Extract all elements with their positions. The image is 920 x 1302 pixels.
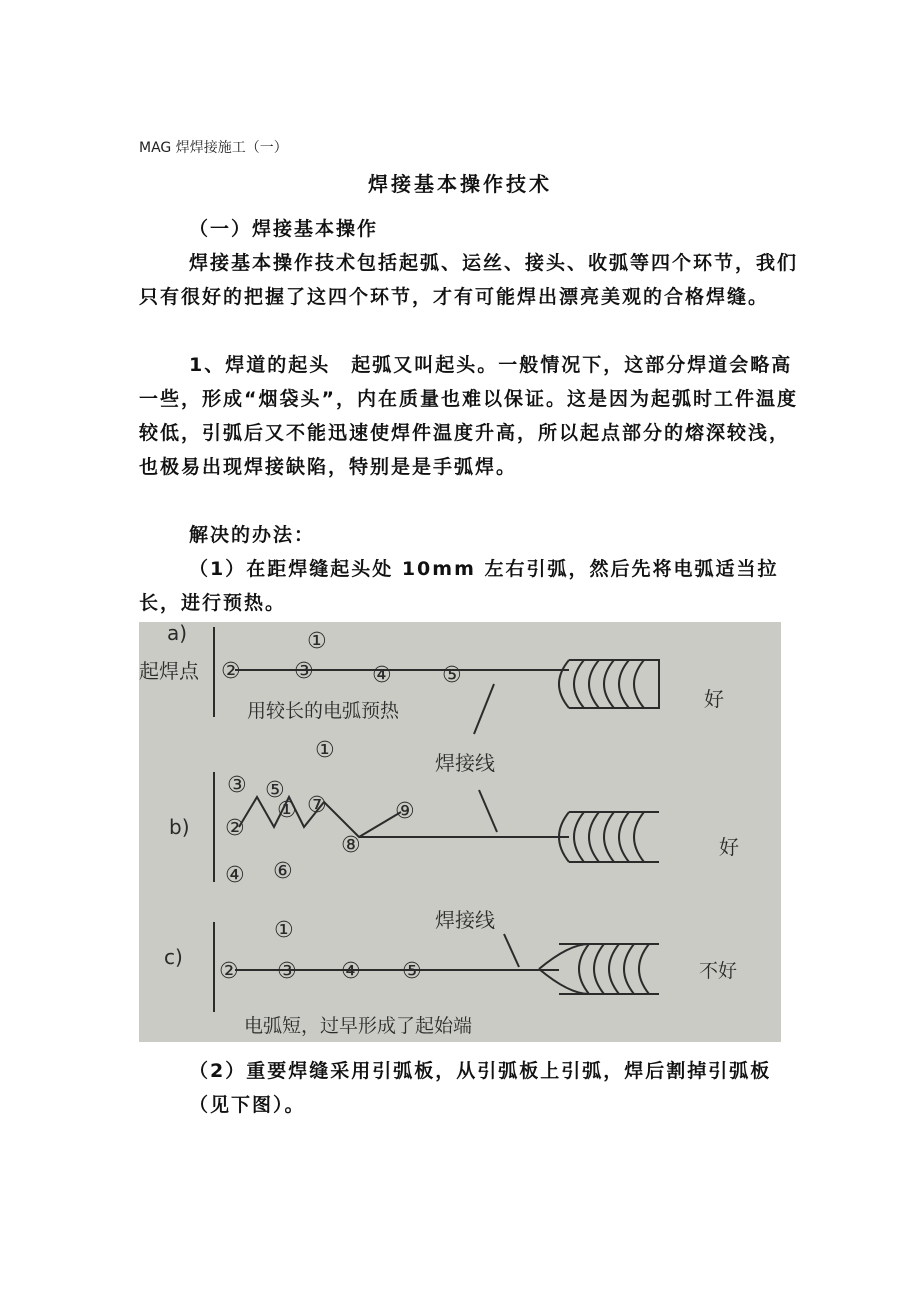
result-bad: 不好: [699, 960, 738, 982]
paragraph-start: 1、焊道的起头 起弧又叫起头。一般情况下，这部分焊道会略高一些，形成“烟袋头”，内在质量也难以保证。这是因为起弧时工件温度较低，引弧后又不能迅速使焊件温度升高，所以起点部分的熔深较浅，也极易出现焊接缺陷，特别是是手弧焊。: [139, 354, 798, 478]
a-num-3: ③: [294, 659, 314, 684]
b-num-7: ⑦: [307, 793, 327, 818]
start-point-label: 起焊点: [139, 659, 199, 683]
welding-start-figure: [139, 622, 781, 1042]
result-good-2: 好: [719, 835, 739, 859]
b-num-9: ⑨: [395, 799, 415, 824]
a-num-2: ②: [221, 659, 241, 684]
fig-label-b: b): [169, 815, 190, 839]
caption-a: 用较长的电弧预热: [247, 700, 400, 722]
b-num-2: ②: [225, 816, 245, 841]
section-heading: （一）焊接基本操作: [189, 218, 379, 240]
a-num-5: ⑤: [442, 663, 462, 688]
c-num-2: ②: [219, 959, 239, 984]
paragraph-method-2: （2）重要焊缝采用引弧板，从引弧板上引弧，焊后割掉引弧板（见下图）。: [189, 1060, 772, 1116]
fig-label-a: a): [167, 622, 188, 645]
result-good-1: 好: [704, 687, 724, 711]
a-num-1: ①: [307, 629, 327, 654]
paragraph-intro: 焊接基本操作技术包括起弧、运丝、接头、收弧等四个环节，我们只有很好的把握了这四个环节，才有可能焊出漂亮美观的合格焊缝。: [139, 252, 799, 308]
document-header: MAG 焊焊接施工（一）: [139, 140, 288, 156]
paragraph-method-1: （1）在距焊缝起头处 10mm 左右引弧，然后先将电弧适当拉长，进行预热。: [139, 558, 779, 614]
page-title: 焊接基本操作技术: [368, 172, 552, 196]
caption-c: 电弧短，过早形成了起始端: [244, 1015, 473, 1037]
c-num-1: ①: [274, 918, 294, 943]
c-num-5: ⑤: [402, 959, 422, 984]
b-num-3: ③: [227, 773, 247, 798]
weld-line-label-1: 焊接线: [435, 751, 495, 775]
b-num-4: ④: [225, 863, 245, 888]
c-num-3: ③: [277, 959, 297, 984]
b-num-5: ⑤: [265, 778, 285, 803]
b-num-6: ⑥: [273, 859, 293, 884]
paragraph-solution-label: 解决的办法：: [189, 524, 316, 546]
b-num-1: ①: [277, 798, 297, 823]
b-num-8: ⑧: [341, 833, 361, 858]
b-num-1-top: ①: [315, 738, 335, 763]
c-num-4: ④: [341, 959, 361, 984]
a-num-4: ④: [372, 663, 392, 688]
weld-line-label-2: 焊接线: [435, 908, 495, 932]
fig-label-c: c): [164, 945, 183, 969]
